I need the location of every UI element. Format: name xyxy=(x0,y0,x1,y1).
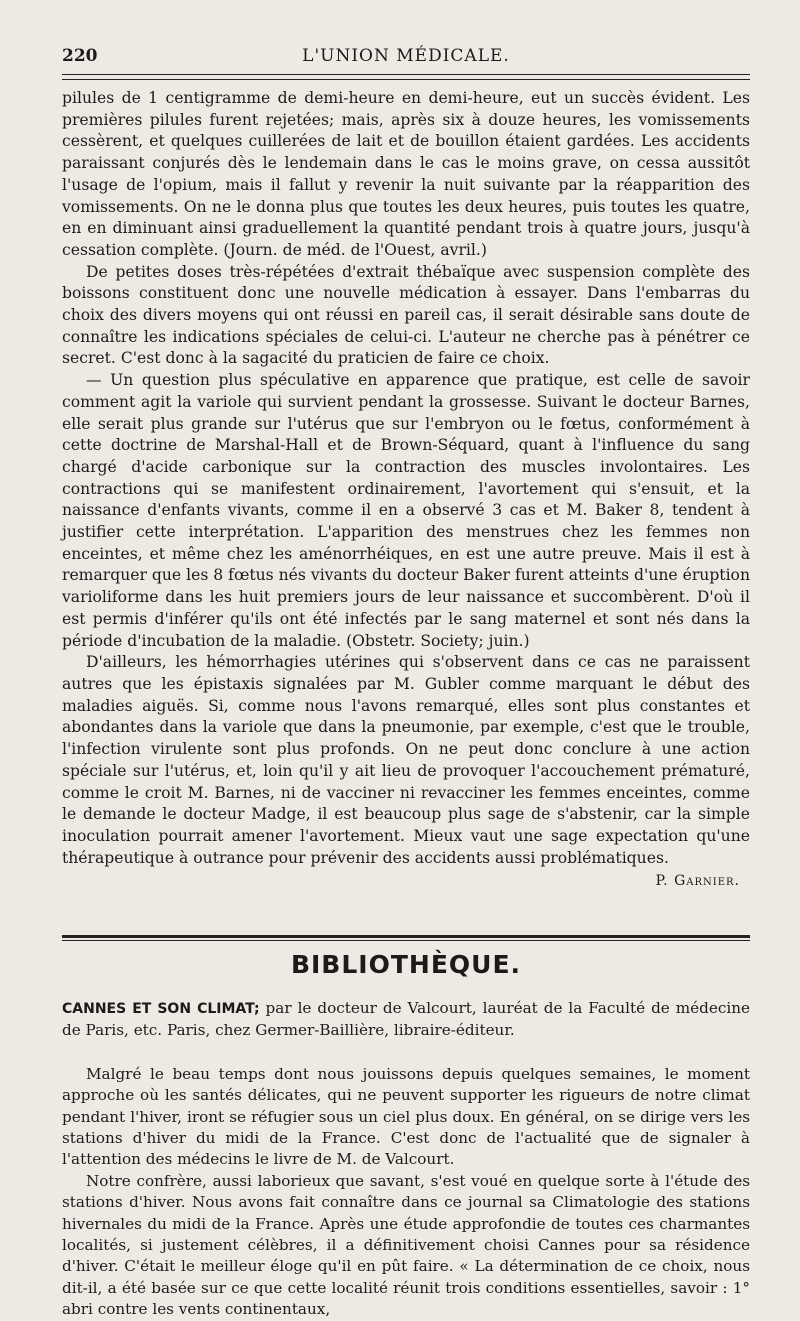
article-body xyxy=(62,88,750,893)
book-reference xyxy=(62,998,750,1042)
author-signature: P. Garnier. xyxy=(655,873,740,890)
book-title: CANNES ET SON CLIMAT; xyxy=(62,1001,260,1017)
section-title: BIBLIOTHÈQUE. xyxy=(290,950,522,979)
article-paragraph: pilules de 1 centigramme de demi-heure en demi-heure, eut un succès évident. Les premières pilules furent rejetées; mais, après six à douze heures, les vomissements cessèrent, et quelques cuillerées de lait et de bouillon étaient gardées. Les accidents paraissant conjurés dès le lendemain dans le cas le moins grave, on cessa aussitôt l'usage de l'opium, mais il fallut y revenir la nuit suivante par la réapparition des vomissements. On ne le donna plus que toutes les deux heures, puis toutes les quatre, en en diminuant ainsi graduellement la quantité pendant trois à quatre jours, jusqu'à cessation complète. (Journ. de méd. de l'Ouest, avril.) xyxy=(62,89,750,259)
article-paragraph: D'ailleurs, les hémorrhagies utérines qui s'observent dans ce cas ne paraissent autres que les épistaxis signalées par M. Gubler comme marquant le début des maladies aiguës. Si, comme nous l'avons remarqué, elles sont plus constantes et abondantes dans la variole que dans la pneumonie, par exemple, c'est que le trouble, l'infection virulente sont plus profonds. On ne peut donc conclure à une action spéciale sur l'utérus, et, loin qu'il y ait lieu de provoquer l'accouchement prématuré, comme le croit M. Barnes, ni de vacciner ni revacciner les femmes enceintes, comme le demande le docteur Madge, il est beaucoup plus sage de s'abstenir, car la simple inoculation pourrait amener l'avortement. Mieux vaut une sage expectation qu'une thérapeutique à outrance pour prévenir des accidents aussi problématiques. xyxy=(62,653,750,867)
section-separator-thin xyxy=(62,940,750,941)
article-paragraph: De petites doses très-répétées d'extrait thébaïque avec suspension complète des boissons constituent donc une nouvelle médication à essayer. Dans l'embarras du choix des divers moyens qui ont réussi en pareil cas, il serait désirable sans doute de connaître les indications spéciales de celui-ci. L'auteur ne cherche pas à pénétrer ce secret. C'est donc à la sagacité du praticien de faire ce choix. xyxy=(62,262,750,368)
header-rule-thin xyxy=(62,79,750,80)
page-header xyxy=(62,46,750,74)
review-paragraph: Notre confrère, aussi laborieux que savant, s'est voué en quelque sorte à l'étude des stations d'hiver. Nous avons fait connaître dans ce journal sa Climatologie des stations hivernales du midi de la France. Après une étude approfondie de toutes ces charmantes localités, si justement célèbres, il a définitivement choisi Cannes pour sa résidence d'hiver. C'était le meilleur éloge qu'il en pût faire. « La détermination de ce choix, nous dit-il, a été basée sur ce que cette localité réunit trois conditions essentielles, savoir : 1° abri contre les vents continentaux, xyxy=(62,1171,750,1319)
page-number: 220 xyxy=(62,46,98,66)
review-paragraph: Malgré le beau temps dont nous jouissons depuis quelques semaines, le moment approche où les santés délicates, qui ne peuvent supporter les rigueurs de notre climat pendant l'hiver, iront se réfugier sous un ciel plus doux. En général, on se dirige vers les stations d'hiver du midi de la France. C'est donc de l'actualité que de signaler à l'attention des médecins le livre de M. de Valcourt. xyxy=(62,1064,750,1169)
section-separator xyxy=(62,935,750,938)
header-rule xyxy=(62,74,750,75)
article-paragraph: — Un question plus spéculative en apparence que pratique, est celle de savoir comment agit la variole qui survient pendant la grossesse. Suivant le docteur Barnes, elle serait plus grande sur l'utérus que sur l'embryon ou le fœtus, conformément à cette doctrine de Marshal-Hall et de Brown-Séquard, quant à l'influence du sang chargé d'acide carbonique sur la contraction des muscles involontaires. Les contractions qui se manifestent ordinairement, l'avortement qui s'ensuit, et la naissance d'enfants vivants, comme il en a observé 3 cas et M. Baker 8, tendent à justifier cette interprétation. L'apparition des menstrues chez les femmes non enceintes, et même chez les aménorrhéiques, en est une autre preuve. Mais il est à remarquer que les 8 fœtus nés vivants du docteur Baker furent atteints d'une éruption varioliforme dans les huit premiers jours de leur naissance et succombèrent. D'où il est permis d'inférer qu'ils ont été infectés par le sang maternel et sont nés dans la période d'incubation de la maladie. (Obstetr. Society; juin.) xyxy=(62,371,750,650)
book-author-line: par le docteur de Valcourt, lauréat de la Faculté de médecine de Paris, etc. Paris, chez Germer-Baillière, libraire-éditeur. xyxy=(62,999,751,1040)
book-review xyxy=(62,998,750,1321)
journal-title: L'UNION MÉDICALE. xyxy=(302,46,510,66)
